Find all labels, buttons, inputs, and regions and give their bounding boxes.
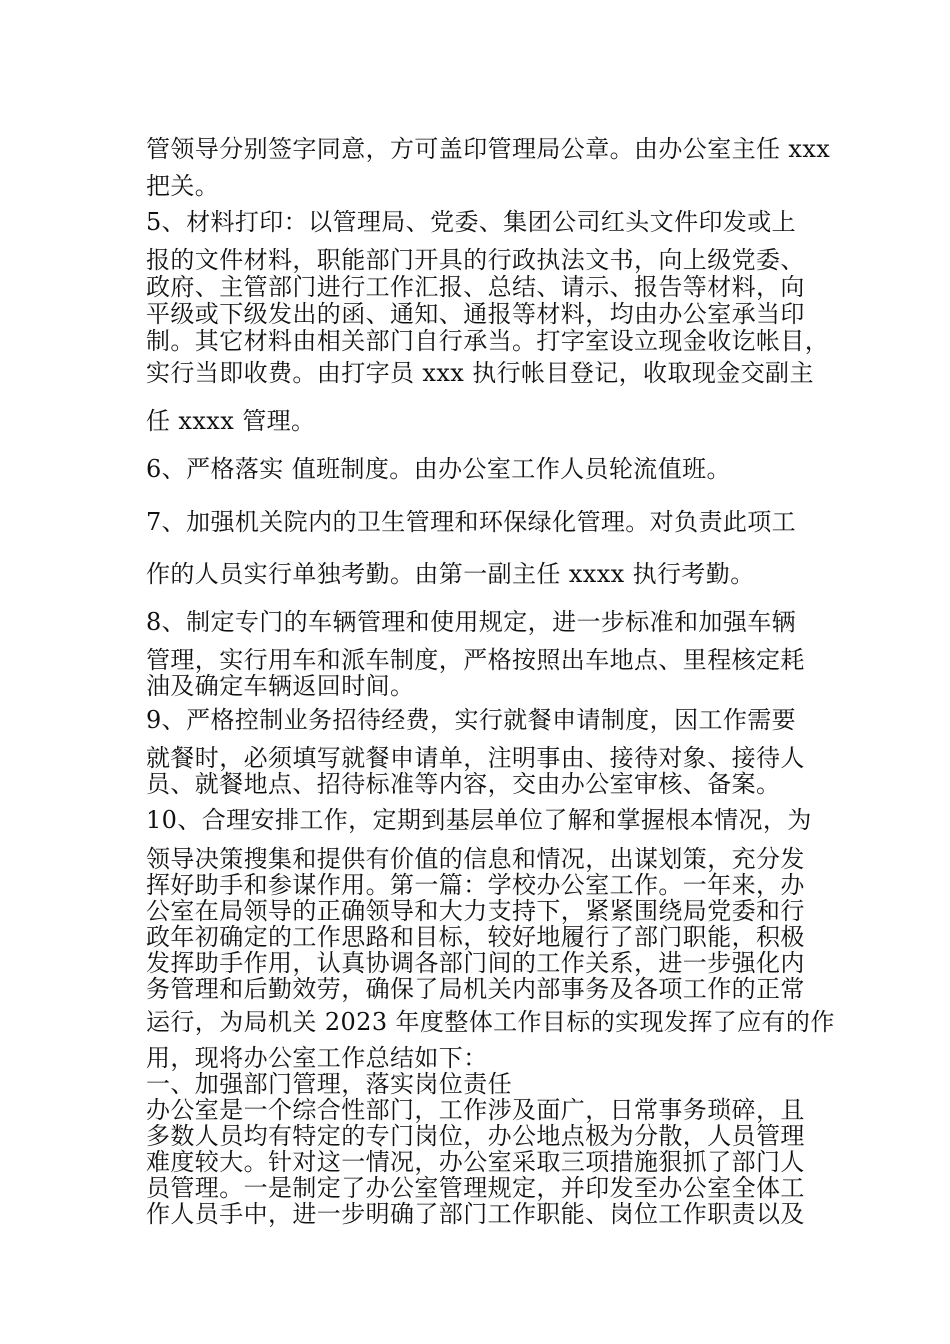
text-line: 10、合理安排工作，定期到基层单位了解和掌握根本情况，为	[146, 806, 812, 834]
text-line: 领导决策搜集和提供有价值的信息和情况，出谋划策，充分发	[146, 845, 805, 873]
text-line: 公室在局领导的正确领导和大力支持下，紧紧围绕局党委和行	[146, 897, 805, 925]
text-line: 办公室是一个综合性部门，工作涉及面广，日常事务琐碎，且	[146, 1096, 805, 1124]
text-line: 用，现将办公室工作总结如下：	[146, 1044, 488, 1072]
text-line: 作人员手中，进一步明确了部门工作职能、岗位工作职责以及	[146, 1200, 805, 1228]
text-line: 7、加强机关院内的卫生管理和环保绿化管理。对负责此项工	[146, 508, 797, 536]
text-line: 把关。	[146, 172, 220, 200]
text-line: 政府、主管部门进行工作汇报、总结、请示、报告等材料，向	[146, 273, 805, 301]
text-line: 任 xxxx 管理。	[146, 407, 316, 435]
text-line: 政年初确定的工作思路和目标，较好地履行了部门职能，积极	[146, 923, 805, 951]
text-line: 制。其它材料由相关部门自行承当。打字室设立现金收讫帐目，	[146, 327, 830, 355]
text-line: 多数人员均有特定的专门岗位，办公地点极为分散，人员管理	[146, 1122, 805, 1150]
text-line: 5、材料打印：以管理局、党委、集团公司红头文件印发或上	[146, 208, 797, 236]
text-line: 发挥助手作用，认真协调各部门间的工作关系，进一步强化内	[146, 949, 805, 977]
text-line: 运行，为局机关 2023 年度整体工作目标的实现发挥了应有的作	[146, 1008, 835, 1036]
section-heading: 一、加强部门管理，落实岗位责任	[146, 1070, 512, 1098]
text-line: 8、制定专门的车辆管理和使用规定，进一步标准和加强车辆	[146, 608, 797, 636]
text-line: 员、就餐地点、招待标准等内容，交由办公室审核、备案。	[146, 770, 781, 798]
text-line: 挥好助手和参谋作用。第一篇：学校办公室工作。一年来，办	[146, 871, 805, 899]
text-line: 务管理和后勤效劳，确保了局机关内部事务及各项工作的正常	[146, 975, 805, 1003]
text-line: 管理，实行用车和派车制度，严格按照出车地点、里程核定耗	[146, 646, 805, 674]
text-line: 作的人员实行单独考勤。由第一副主任 xxxx 执行考勤。	[146, 560, 755, 588]
text-line: 9、严格控制业务招待经费，实行就餐申请制度，因工作需要	[146, 706, 797, 734]
text-line: 6、严格落实 值班制度。由办公室工作人员轮流值班。	[146, 455, 731, 483]
text-line: 报的文件材料，职能部门开具的行政执法文书，向上级党委、	[146, 246, 805, 274]
text-line: 就餐时，必须填写就餐申请单，注明事由、接待对象、接待人	[146, 744, 805, 772]
text-line: 难度较大。针对这一情况，办公室采取三项措施狠抓了部门人	[146, 1148, 805, 1176]
text-line: 管领导分别签字同意，方可盖印管理局公章。由办公室主任 xxx	[146, 135, 831, 163]
text-line: 实行当即收费。由打字员 xxx 执行帐目登记，收取现金交副主	[146, 359, 814, 387]
text-line: 平级或下级发出的函、通知、通报等材料，均由办公室承当印	[146, 300, 805, 328]
text-line: 油及确定车辆返回时间。	[146, 672, 415, 700]
text-line: 员管理。一是制定了办公室管理规定，并印发至办公室全体工	[146, 1174, 805, 1202]
